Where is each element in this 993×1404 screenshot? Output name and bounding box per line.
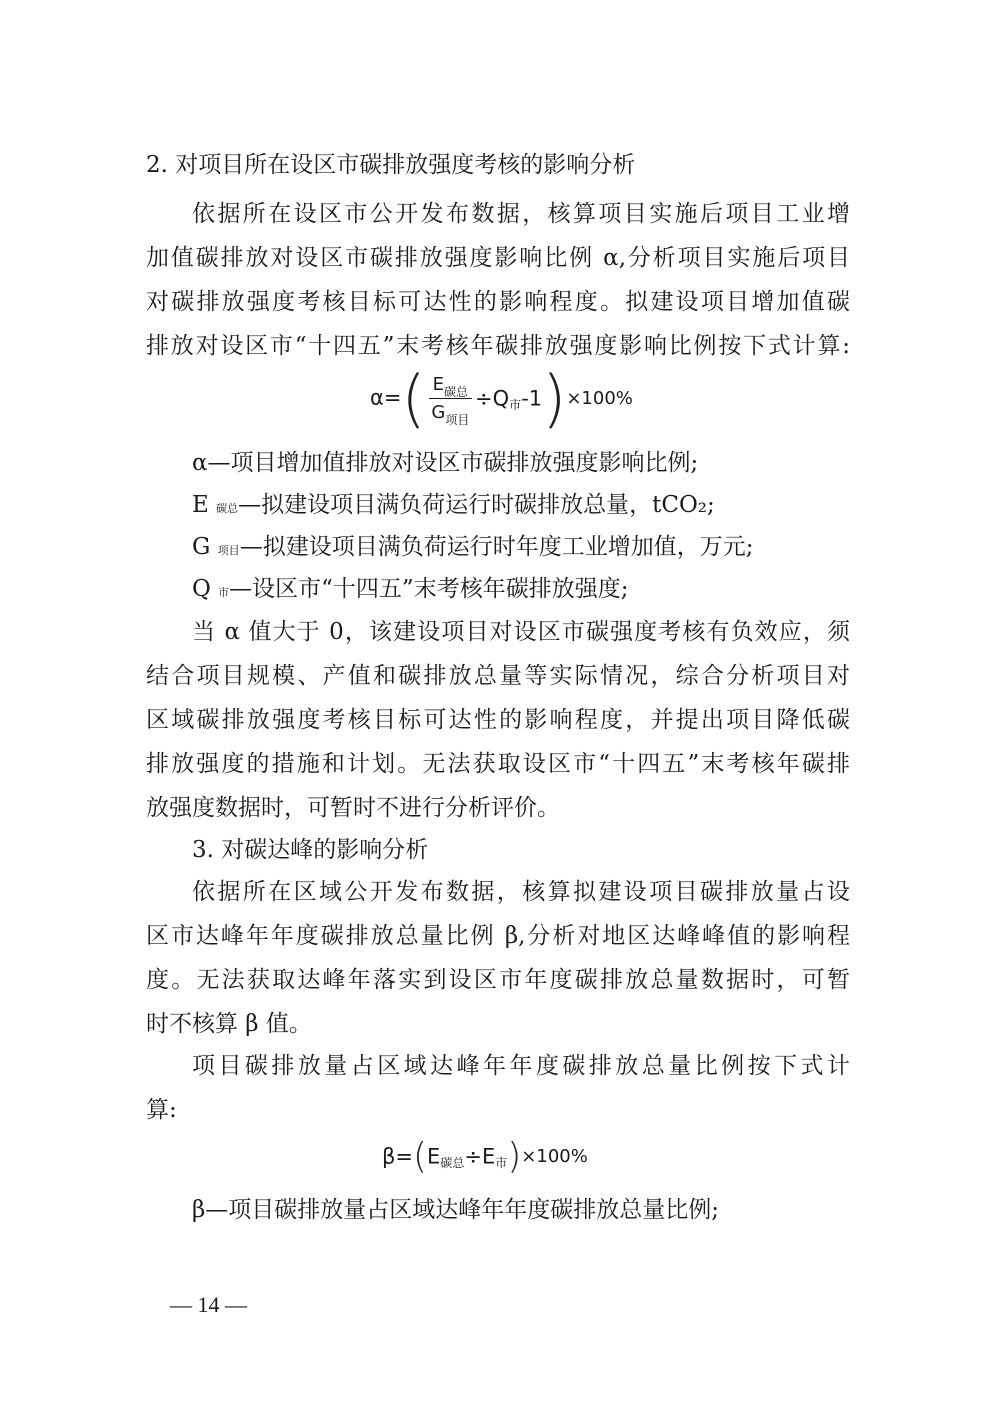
denominator-var: G (431, 402, 446, 423)
page-number: — 14 — (170, 1292, 247, 1317)
beta-formula (382, 1136, 588, 1177)
minus-one: -1 (521, 386, 543, 411)
paragraph-line: 对碳排放强度考核目标可达性的影响程度。拟建设项目增加值碳 (146, 289, 850, 315)
definition-q (192, 569, 850, 613)
paragraph-line: 依据所在区域公开发布数据，核算拟建设项目碳排放量占设 (192, 879, 850, 905)
var-letter: Q (192, 576, 211, 602)
paragraph-line: 结合项目规模、产值和碳排放总量等实际情况，综合分析项目对 (146, 663, 850, 689)
left-paren: ( (401, 362, 426, 435)
section-heading-2: 2. 对项目所在设区市碳排放强度考核的影响分析 (146, 152, 636, 178)
var-subscript: 碳总 (216, 502, 239, 515)
fraction-numerator (429, 374, 472, 399)
paragraph-line: 度。无法获取达峰年落实到设区市年度碳排放总量数据时，可暂 (146, 967, 850, 993)
e-var: E (427, 1144, 441, 1169)
divide-q: ÷Q (475, 386, 510, 411)
paragraph-line: 排放强度的措施和计划。无法获取设区市“十四五”末考核年碳排 (146, 751, 850, 777)
q-sub: 市 (509, 398, 522, 412)
right-paren: ) (507, 1136, 522, 1177)
alpha-formula (370, 362, 633, 435)
paragraph-line: 算: (146, 1097, 177, 1123)
definition-beta: β—项目碳排放量占区域达峰年年度碳排放总量比例; (192, 1197, 720, 1223)
denominator-sub: 项目 (445, 413, 470, 427)
e2-sub: 市 (495, 1156, 508, 1170)
fraction-denominator (429, 399, 472, 427)
formula-lhs: β= (382, 1144, 413, 1169)
definition-alpha: α—项目增加值排放对设区市碳排放强度影响比例; (192, 450, 699, 476)
numerator-var: E (432, 374, 445, 395)
definition-text: —拟建设项目满负荷运行时年度工业增加值，万元; (239, 534, 754, 560)
definition-e (192, 485, 850, 529)
fraction (429, 374, 472, 427)
paragraph-line: 加值碳排放对设区市碳排放强度影响比例 α,分析项目实施后项目 (146, 245, 850, 271)
var-letter: G (192, 534, 211, 560)
paragraph-line: 项目碳排放量占区域达峰年年度碳排放总量比例按下式计 (192, 1053, 850, 1079)
paragraph-line: 放强度数据时，可暂时不进行分析评价。 (146, 795, 560, 821)
formula-tail: ×100% (566, 388, 633, 409)
divide-e: ÷E (464, 1144, 496, 1169)
paragraph-line: 时不核算 β 值。 (146, 1011, 312, 1037)
paragraph-line: 区市达峰年年度碳排放总量比例 β,分析对地区达峰峰值的影响程 (146, 923, 850, 949)
numerator-sub: 碳总 (444, 385, 469, 399)
right-paren: ) (542, 362, 567, 435)
paragraph-line: 区域碳排放强度考核目标可达性的影响程度，并提出项目降低碳 (146, 707, 850, 733)
formula-tail: ×100% (521, 1146, 588, 1167)
definition-text: —设区市“十四五”末考核年碳排放强度; (229, 576, 629, 602)
left-paren: ( (413, 1136, 428, 1177)
formula-lhs: α= (370, 385, 402, 410)
section-heading-3: 3. 对碳达峰的影响分析 (192, 837, 429, 863)
var-subscript: 市 (218, 586, 230, 599)
e-sub: 碳总 (440, 1156, 465, 1170)
paragraph-line: 排放对设区市“十四五”末考核年碳排放强度影响比例按下式计算: (146, 333, 850, 359)
var-letter: E (192, 492, 209, 518)
definition-text: —拟建设项目满负荷运行时碳排放总量，tCO₂; (238, 492, 715, 518)
paragraph-line: 依据所在设区市公开发布数据，核算项目实施后项目工业增 (192, 201, 850, 227)
var-subscript: 项目 (217, 544, 240, 557)
paragraph-line: 当 α 值大于 0，该建设项目对设区市碳强度考核有负效应，须 (192, 619, 850, 645)
definition-g (192, 527, 850, 571)
